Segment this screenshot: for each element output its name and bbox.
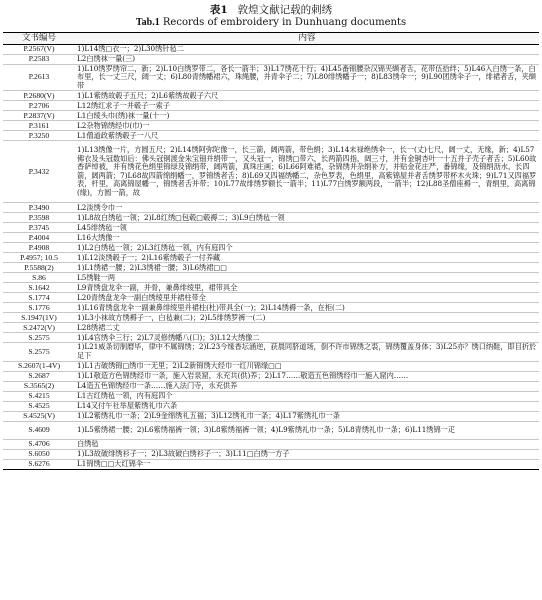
table-row (3, 283, 539, 293)
content-cell: L1古红绣毡一领，内有庭四个 (75, 391, 539, 401)
document-id-cell: P.3432 (3, 141, 75, 203)
content-cell: 1)L1敬造方色锦绣经巾一条，施入岩泉窟，永充共(供)养；2)L17……敬造五色锦绣经巾一施入窟内…… (75, 371, 539, 381)
content-cell: L16大绣像一 (75, 233, 539, 243)
content-cell: 1)L3小袜故方绣褥子一，白毡兼(二)；2)L5绯绣罗裤一(二) (75, 313, 539, 323)
document-id-cell: S.1776 (3, 303, 75, 313)
table-row (3, 111, 539, 121)
document-id-cell: P.3598 (3, 213, 75, 223)
document-id-cell: P.4004 (3, 233, 75, 243)
content-cell: L1僧道政紫绣毂子一八尺 (75, 131, 539, 141)
table-header-row (3, 33, 539, 45)
document-id-cell: S.2575 (3, 333, 75, 343)
document-id-cell: P.2583 (3, 54, 75, 64)
table-row (3, 449, 539, 459)
content-cell: L2白绣袜一量(三) (75, 54, 539, 64)
content-cell: L5绣鞋一两 (75, 273, 539, 283)
document-id-cell: S.3565(2) (3, 381, 75, 391)
document-id-cell: P.3745 (3, 223, 75, 233)
document-id-cell: S.86 (3, 273, 75, 283)
content-cell: 1)L21威条切制磨毕，律中不属锦绣；2)L23今缘香坛涵逆，获晨同脐道场，倒不许市锦绣之裘，锦绣覆盖身体；3)L25亦？绣口纳鞋，即目折於足下 (75, 343, 539, 361)
content-cell: 1)L5紫绣裙一腰；2)L6紫绣福裤一领；3)L8紫绣福裤一领；4)L9紫绣礼巾一条；5)L8青绣礼巾一条；6)L11绣锦一疋 (75, 421, 539, 439)
table-row (3, 64, 539, 91)
caption-cn (0, 0, 542, 17)
table-row (3, 411, 539, 421)
caption-en-title: Records of embroidery in Dunhuang documents (162, 17, 407, 28)
table-row (3, 333, 539, 343)
table-row (3, 371, 539, 381)
table-row (3, 459, 539, 469)
document-id-cell: P.2837(V) (3, 111, 75, 121)
table-row (3, 303, 539, 313)
document-id-cell: S.1642 (3, 283, 75, 293)
document-id-cell: S.1947(1V) (3, 313, 75, 323)
table-row (3, 253, 539, 263)
table-row (3, 421, 539, 439)
table-row (3, 91, 539, 101)
document-id-cell: S.4525(V) (3, 411, 75, 421)
document-id-cell: P.3250 (3, 131, 75, 141)
content-cell: L1锦绣□□大红锦伞一 (75, 459, 539, 469)
content-cell: 1)L12淡绣毂子一；2)L16紫绣毂子一付养藏 (75, 253, 539, 263)
table-row (3, 343, 539, 361)
table-row (3, 361, 539, 371)
content-cell: L2淡绣令巾一 (75, 203, 539, 213)
table-row (3, 203, 539, 213)
document-id-cell: P.2567(V) (3, 44, 75, 54)
document-id-cell: P.4957; 10.5 (3, 253, 75, 263)
table-row (3, 381, 539, 391)
document-id-cell: S.2687 (3, 371, 75, 381)
content-cell: 白绣毡 (75, 439, 539, 449)
document-id-cell: S.1774 (3, 293, 75, 303)
table-row (3, 141, 539, 203)
table-row (3, 233, 539, 243)
document-id-cell: S.4215 (3, 391, 75, 401)
content-cell: 1)L2紫绣礼巾一条；2)L9金绵绣礼五福；3)L12绣礼巾一条；4)L17紫绣礼巾一条 (75, 411, 539, 421)
table-row (3, 54, 539, 64)
content-cell: L45绯绣毡一领 (75, 223, 539, 233)
content-cell: 1)L14绣□衣一；2)L30绣针毡二 (75, 44, 539, 54)
table-row (3, 293, 539, 303)
content-cell: L1白绫头巾(绣)袜一量(十一) (75, 111, 539, 121)
content-cell: L14又付午社举屋紫绣礼巾六条 (75, 401, 539, 411)
table-row (3, 323, 539, 333)
document-id-cell: P.3490 (3, 203, 75, 213)
document-id-cell: S.2472(V) (3, 323, 75, 333)
document-id-cell: S.6276 (3, 459, 75, 469)
document-id-cell: S.4609 (3, 421, 75, 439)
table-row (3, 391, 539, 401)
content-cell: L28绣裙二丈 (75, 323, 539, 333)
table-row (3, 213, 539, 223)
table-row (3, 44, 539, 54)
content-cell: 1)L10绣罗绣帘二，新；2)L10白绣罗带二，各长一箭半；3)L17绣花十行；4)L45番锦腰杂汉锦夹缬者舌，花带伍拾绊；5)L46入白绣一条，白布里，长一丈三尺，阔一丈；6)L80青绣幡裙六，珠绳腰，并青伞子二；7)L80绯绣幡子一；8)L83绣伞一；9)L90团绣伞子一，绯裙者舌，夹缬带 (75, 64, 539, 91)
content-cell: L20青绣盘龙伞一副白绣绫里并裙柱带全 (75, 293, 539, 303)
document-id-cell: S.2575 (3, 343, 75, 361)
content-cell: 1)L16青绣盘龙伞一副兼鼻绯绫里并裙柱(杜)带具全(一)；2)L14绣褥一条，在柜(二) (75, 303, 539, 313)
table-row (3, 131, 539, 141)
document-id-cell: S.6050 (3, 449, 75, 459)
table-row (3, 243, 539, 253)
content-cell: 1)L1绣裙一腰；2)L3绣裙一腰；3)L6绣裙□□ (75, 263, 539, 273)
document-id-cell: P.2706 (3, 101, 75, 111)
content-cell: L4造五色锦绣经巾一条……施入法门寺，永充供养 (75, 381, 539, 391)
content-cell: 1)L13绣像一片，方圆五尺；2)L14绣阿弥陀像一，长三箭，阔两箭，带色绢；3)L14末禄绝绣伞一，长一(丈)七尺，阔一丈，无缘，新；4)L57佛衣及头冠数如后：佛头冠铜渡金朱宝钿并绢带一，又头冠一，锦绣□带六，长两箭四指，阔三寸，并有金铜杏叶一十五并子壳子者舌；5)L60故香萨绰被，并有绣花色绢里锦绿及锦绢带，阔两箭，真珠庄画；6)L66阿难裙，杂锦绣并杂绢补方，并贴金花庄严，番锦缘，及锦绢沥水，长四箭，阔两箭；7)L68故四箭绵绢幡一，罗锦绣者舌；8)L69又四福绣幡二，杂色罗表，色绢里，高紫锦屋并者舌绣罗带杯木火珠；9)L71又四福罗表，杆里，高离锦屋幡一，锦绣者舌并带；10)L77故绯绣罗额长一箭半；11)L77白绣罗额两段，一箭半；12)L88圣僧座褥一，青绢里，高离锦(缘)，方圆一箭，故 (75, 141, 539, 203)
content-cell: L9青绣盘龙伞一副，并骨，兼鼻绯绫里，裙带具全 (75, 283, 539, 293)
table-row (3, 439, 539, 449)
table-row (3, 263, 539, 273)
caption-en-label: Tab.1 (135, 17, 160, 28)
document-id-cell: P.5588(2) (3, 263, 75, 273)
table-row (3, 223, 539, 233)
table-row (3, 273, 539, 283)
content-cell: 1)L1古破绣锦□绣巾一无里；2)L2新锦绣大经巾一红川锦缘□□ (75, 361, 539, 371)
document-id-cell: S.4525 (3, 401, 75, 411)
document-id-cell: P.2613 (3, 64, 75, 91)
table-row (3, 121, 539, 131)
header-document-id: 文书编号 (3, 33, 75, 45)
content-cell: L2杂物锦绣经巾(巾)一 (75, 121, 539, 131)
content-cell: 1)L2白绣毡一领；2)L3红绣毡一领，内有庭四个 (75, 243, 539, 253)
table-row (3, 101, 539, 111)
table-body (3, 44, 539, 469)
content-cell: 1)L8故白绣毡一领；2)L8红绣□包毂□毂褥二；3)L9白绣毡一领 (75, 213, 539, 223)
header-content: 内容 (75, 33, 539, 45)
document-id-cell: P.3161 (3, 121, 75, 131)
table-caption (0, 0, 542, 32)
content-cell: 1)L3故破绯绣衫子一；2)L3故破白绣衫子一；3)L11□白绣一方子 (75, 449, 539, 459)
table-row (3, 401, 539, 411)
content-cell: 1)L1紫绣故毂子五尺；2)L6紫绣故毂子六尺 (75, 91, 539, 101)
document-id-cell: S.4706 (3, 439, 75, 449)
table-row (3, 313, 539, 323)
caption-en (0, 17, 542, 32)
caption-cn-title: 敦煌文献记载的刺绣 (237, 4, 333, 16)
document-id-cell: P.4908 (3, 243, 75, 253)
embroidery-records-table (3, 32, 539, 470)
document-id-cell: S.2607(1-4V) (3, 361, 75, 371)
content-cell: 1)L4官绣伞三行；2)L7灵修绣幡八(口)；3)L12大绣像二 (75, 333, 539, 343)
caption-cn-label: 表1 (209, 4, 228, 16)
document-id-cell: P.2680(V) (3, 91, 75, 101)
content-cell: L12绣红求子一并毂子一索子 (75, 101, 539, 111)
